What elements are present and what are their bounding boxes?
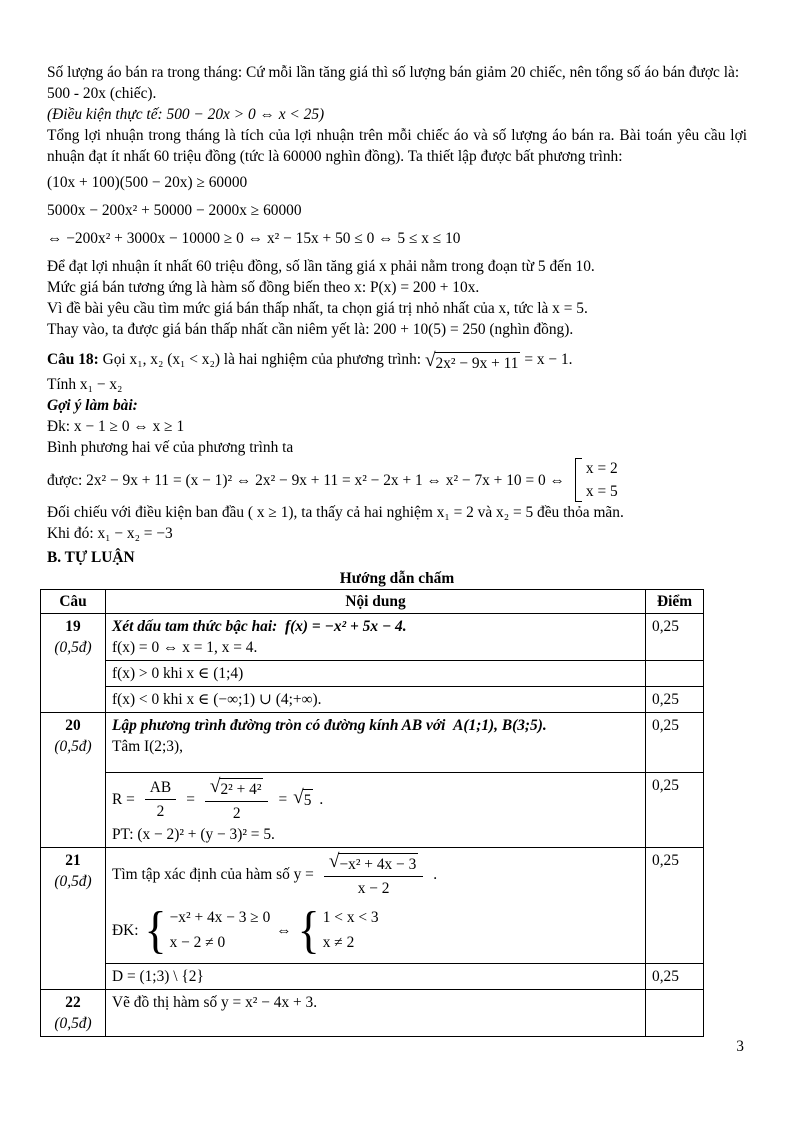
paragraph-quantity: Số lượng áo bán ra trong tháng: Cứ mỗi lần tăng giá thì số lượng bán giảm 20 chiếc, nên tổng số áo bán được là: (47, 64, 740, 81)
fraction-ab-2 (145, 777, 176, 822)
cau22-number: 22 (65, 994, 81, 1011)
system-line: x ≠ 2 (322, 934, 355, 951)
table-row (41, 964, 704, 990)
domain-statement: Tìm tập xác định của hàm số y = (112, 866, 314, 883)
radicand: −x² + 4x − 3 (338, 853, 418, 875)
sqrt-expression (329, 853, 418, 875)
score-cell: 0,25 (646, 614, 704, 661)
solution-cases (575, 458, 618, 502)
cau18-statement: Gọi x₁, x₂ (x₁ < x₂) là hai nghiệm của phương trình: (102, 351, 422, 368)
cau18-answer: Khi đó: x₁ − x₂ = −3 (47, 525, 173, 542)
cau20-title-points: A(1;1), B(3;5). (453, 717, 547, 734)
cau21-number: 21 (65, 852, 81, 869)
cau22-content: Vẽ đồ thị hàm số y = x² − 4x + 3. (106, 990, 646, 1037)
derivation-text: được: 2x² − 9x + 11 = (x − 1)² ⇔ 2x² − 9x + 11 = x² − 2x + 1 ⇔ x² − 7x + 10 = 0 ⇔ (47, 471, 565, 489)
system-1 (144, 900, 271, 958)
fraction-denominator: 2 (156, 803, 165, 820)
radius-lhs: R = (112, 791, 135, 808)
paragraph-price-function: Mức giá bán tương ứng là hàm số đồng biến theo x: P(x) = 200 + 10x. (47, 279, 480, 296)
left-bracket (575, 458, 582, 502)
score-cell: 0,25 (646, 687, 704, 713)
header-noidung: Nội dung (106, 590, 646, 614)
period: . (319, 791, 324, 808)
cau18-derivation (47, 458, 747, 502)
fraction-denominator: x − 2 (357, 880, 390, 897)
section-b-heading: B. TỰ LUẬN (47, 549, 135, 566)
case-1: x = 2 (585, 460, 618, 477)
cau18-condition: Đk: x − 1 ≥ 0 ⇔ x ≥ 1 (47, 418, 185, 435)
radius-formula (112, 775, 639, 824)
fraction-function (324, 850, 423, 899)
fraction-numerator (205, 775, 269, 802)
table-row (41, 848, 704, 964)
formula-quantity: 500 - 20x (chiếc). (47, 85, 157, 102)
cau18-square-note: Bình phương hai vế của phương trình ta (47, 439, 294, 456)
radical-sign: √ (293, 786, 304, 808)
cau19-content-a (106, 614, 646, 661)
fraction-denominator: 2 (232, 805, 241, 822)
inequality-1: (10x + 100)(500 − 20x) ≥ 60000 (47, 174, 248, 191)
system-2 (297, 900, 379, 958)
fraction-numerator (324, 850, 423, 877)
sqrt-expression (425, 352, 521, 374)
system-line: −x² + 4x − 3 ≥ 0 (169, 909, 271, 926)
iff-sign: ⇔ (276, 921, 292, 939)
case-2: x = 5 (585, 483, 618, 500)
inequality-3: ⇔ −200x² + 3000x − 10000 ≥ 0 ⇔ x² − 15x + 50 ≤ 0 ⇔ 5 ≤ x ≤ 10 (47, 230, 461, 247)
radicand: 2² + 4² (219, 778, 263, 800)
cau19-cell (41, 614, 106, 713)
left-brace: { (297, 900, 320, 958)
cau20-content-a (106, 713, 646, 773)
system-stack (323, 907, 379, 953)
cau19-content-c: f(x) < 0 khi x ∈ (−∞;1) ∪ (4;+∞). (106, 687, 646, 713)
fraction-sqrt-2 (205, 775, 269, 824)
system-stack (170, 907, 271, 953)
table-row (41, 614, 704, 661)
cau21-content-a (106, 848, 646, 964)
hint-heading: Gợi ý làm bài: (47, 397, 138, 414)
paragraph-min-choice: Vì đề bài yêu cầu tìm mức giá bán thấp nhất, ta chọn giá trị nhỏ nhất của x, tức là x = 5. (47, 300, 588, 317)
radical-sign: √ (209, 776, 221, 797)
cau19-content-b: f(x) > 0 khi x ∈ (1;4) (106, 661, 646, 687)
cau20-center: Tâm I(2;3), (112, 738, 183, 755)
fraction-numerator: AB (145, 777, 176, 800)
cau19-number: 19 (65, 618, 81, 635)
inequality-2: 5000x − 200x² + 50000 − 2000x ≥ 60000 (47, 202, 302, 219)
condition-system (112, 900, 639, 958)
paragraph-profit: Tổng lợi nhuận trong tháng là tích của lợi nhuận trên mỗi chiếc áo và số lượng áo bán ra. Bài toán yêu cầu lợi nhuận đạt ít nhất 60 triệu đồng (tức là 60000 nghìn đồng). Ta thiết lập được bất phương trình: (47, 127, 747, 165)
cau18-heading (47, 349, 747, 374)
radicand: 5 (303, 789, 314, 811)
system-line: 1 < x < 3 (322, 909, 379, 926)
score-cell: 0,25 (646, 713, 704, 773)
header-cau: Câu (41, 590, 106, 614)
cau20-title: Lập phương trình đường tròn có đường kính AB với (112, 717, 446, 734)
score-cell: 0,25 (646, 964, 704, 990)
cau22-cell (41, 990, 106, 1037)
system-line: x − 2 ≠ 0 (169, 934, 226, 951)
table-header-row (41, 590, 704, 614)
cau21-points: (0,5đ) (54, 873, 92, 890)
cau19-roots: f(x) = 0 ⇔ x = 1, x = 4. (112, 639, 258, 656)
equals-sign: = (186, 791, 195, 808)
paragraph-result: Thay vào, ta được giá bán thấp nhất cần niêm yết là: 200 + 10(5) = 250 (nghìn đồng). (47, 321, 574, 338)
table-row (41, 713, 704, 773)
circle-equation: PT: (x − 2)² + (y − 3)² = 5. (112, 826, 275, 843)
cau20-points: (0,5đ) (54, 738, 92, 755)
domain-problem (112, 850, 639, 899)
table-row (41, 773, 704, 848)
paragraph-range: Để đạt lợi nhuận ít nhất 60 triệu đồng, số lần tăng giá x phải nằm trong đoạn từ 5 đến 10. (47, 258, 595, 275)
table-row (41, 661, 704, 687)
table-row (41, 990, 704, 1037)
score-cell: 0,25 (646, 773, 704, 848)
cau22-points: (0,5đ) (54, 1015, 92, 1032)
cau20-content-b (106, 773, 646, 848)
radical-sign: √ (424, 350, 436, 371)
cau20-cell (41, 713, 106, 848)
cau19-points: (0,5đ) (54, 639, 92, 656)
page-number: 3 (736, 1038, 744, 1055)
grading-table (40, 589, 704, 1037)
left-brace: { (144, 900, 167, 958)
radical-sign: √ (328, 851, 340, 872)
cau21-cell (41, 848, 106, 990)
sqrt-expression (210, 778, 264, 800)
radicand: 2x² − 9x + 11 (435, 352, 521, 374)
table-caption: Hướng dẫn chấm (339, 570, 455, 587)
cau18-tinh: Tính x₁ − x₂ (47, 376, 123, 393)
equals-sign: = (278, 791, 288, 808)
cau18-label: Câu 18: (47, 351, 99, 368)
cau20-number: 20 (65, 717, 81, 734)
table-row (41, 687, 704, 713)
score-cell (646, 661, 704, 687)
cau19-title-formula: f(x) = −x² + 5x − 4. (284, 618, 407, 635)
cau21-content-b: D = (1;3) \ {2} (106, 964, 646, 990)
dk-label: ĐK: (112, 921, 139, 939)
cau18-equation-rhs: = x − 1. (524, 351, 573, 368)
score-cell (646, 990, 704, 1037)
cases-stack (586, 458, 618, 502)
cau19-title: Xét dấu tam thức bậc hai: (112, 618, 278, 635)
score-cell: 0,25 (646, 848, 704, 964)
header-diem: Điểm (646, 590, 704, 614)
condition-note: (Điều kiện thực tế: 500 − 20x > 0 ⇔ x < 25) (47, 106, 325, 123)
cau18-check: Đối chiếu với điều kiện ban đầu ( x ≥ 1), ta thấy cả hai nghiệm x₁ = 2 và x₂ = 5 đều thỏa mãn. (47, 504, 624, 521)
sqrt-five (293, 786, 313, 811)
period: . (433, 866, 438, 883)
